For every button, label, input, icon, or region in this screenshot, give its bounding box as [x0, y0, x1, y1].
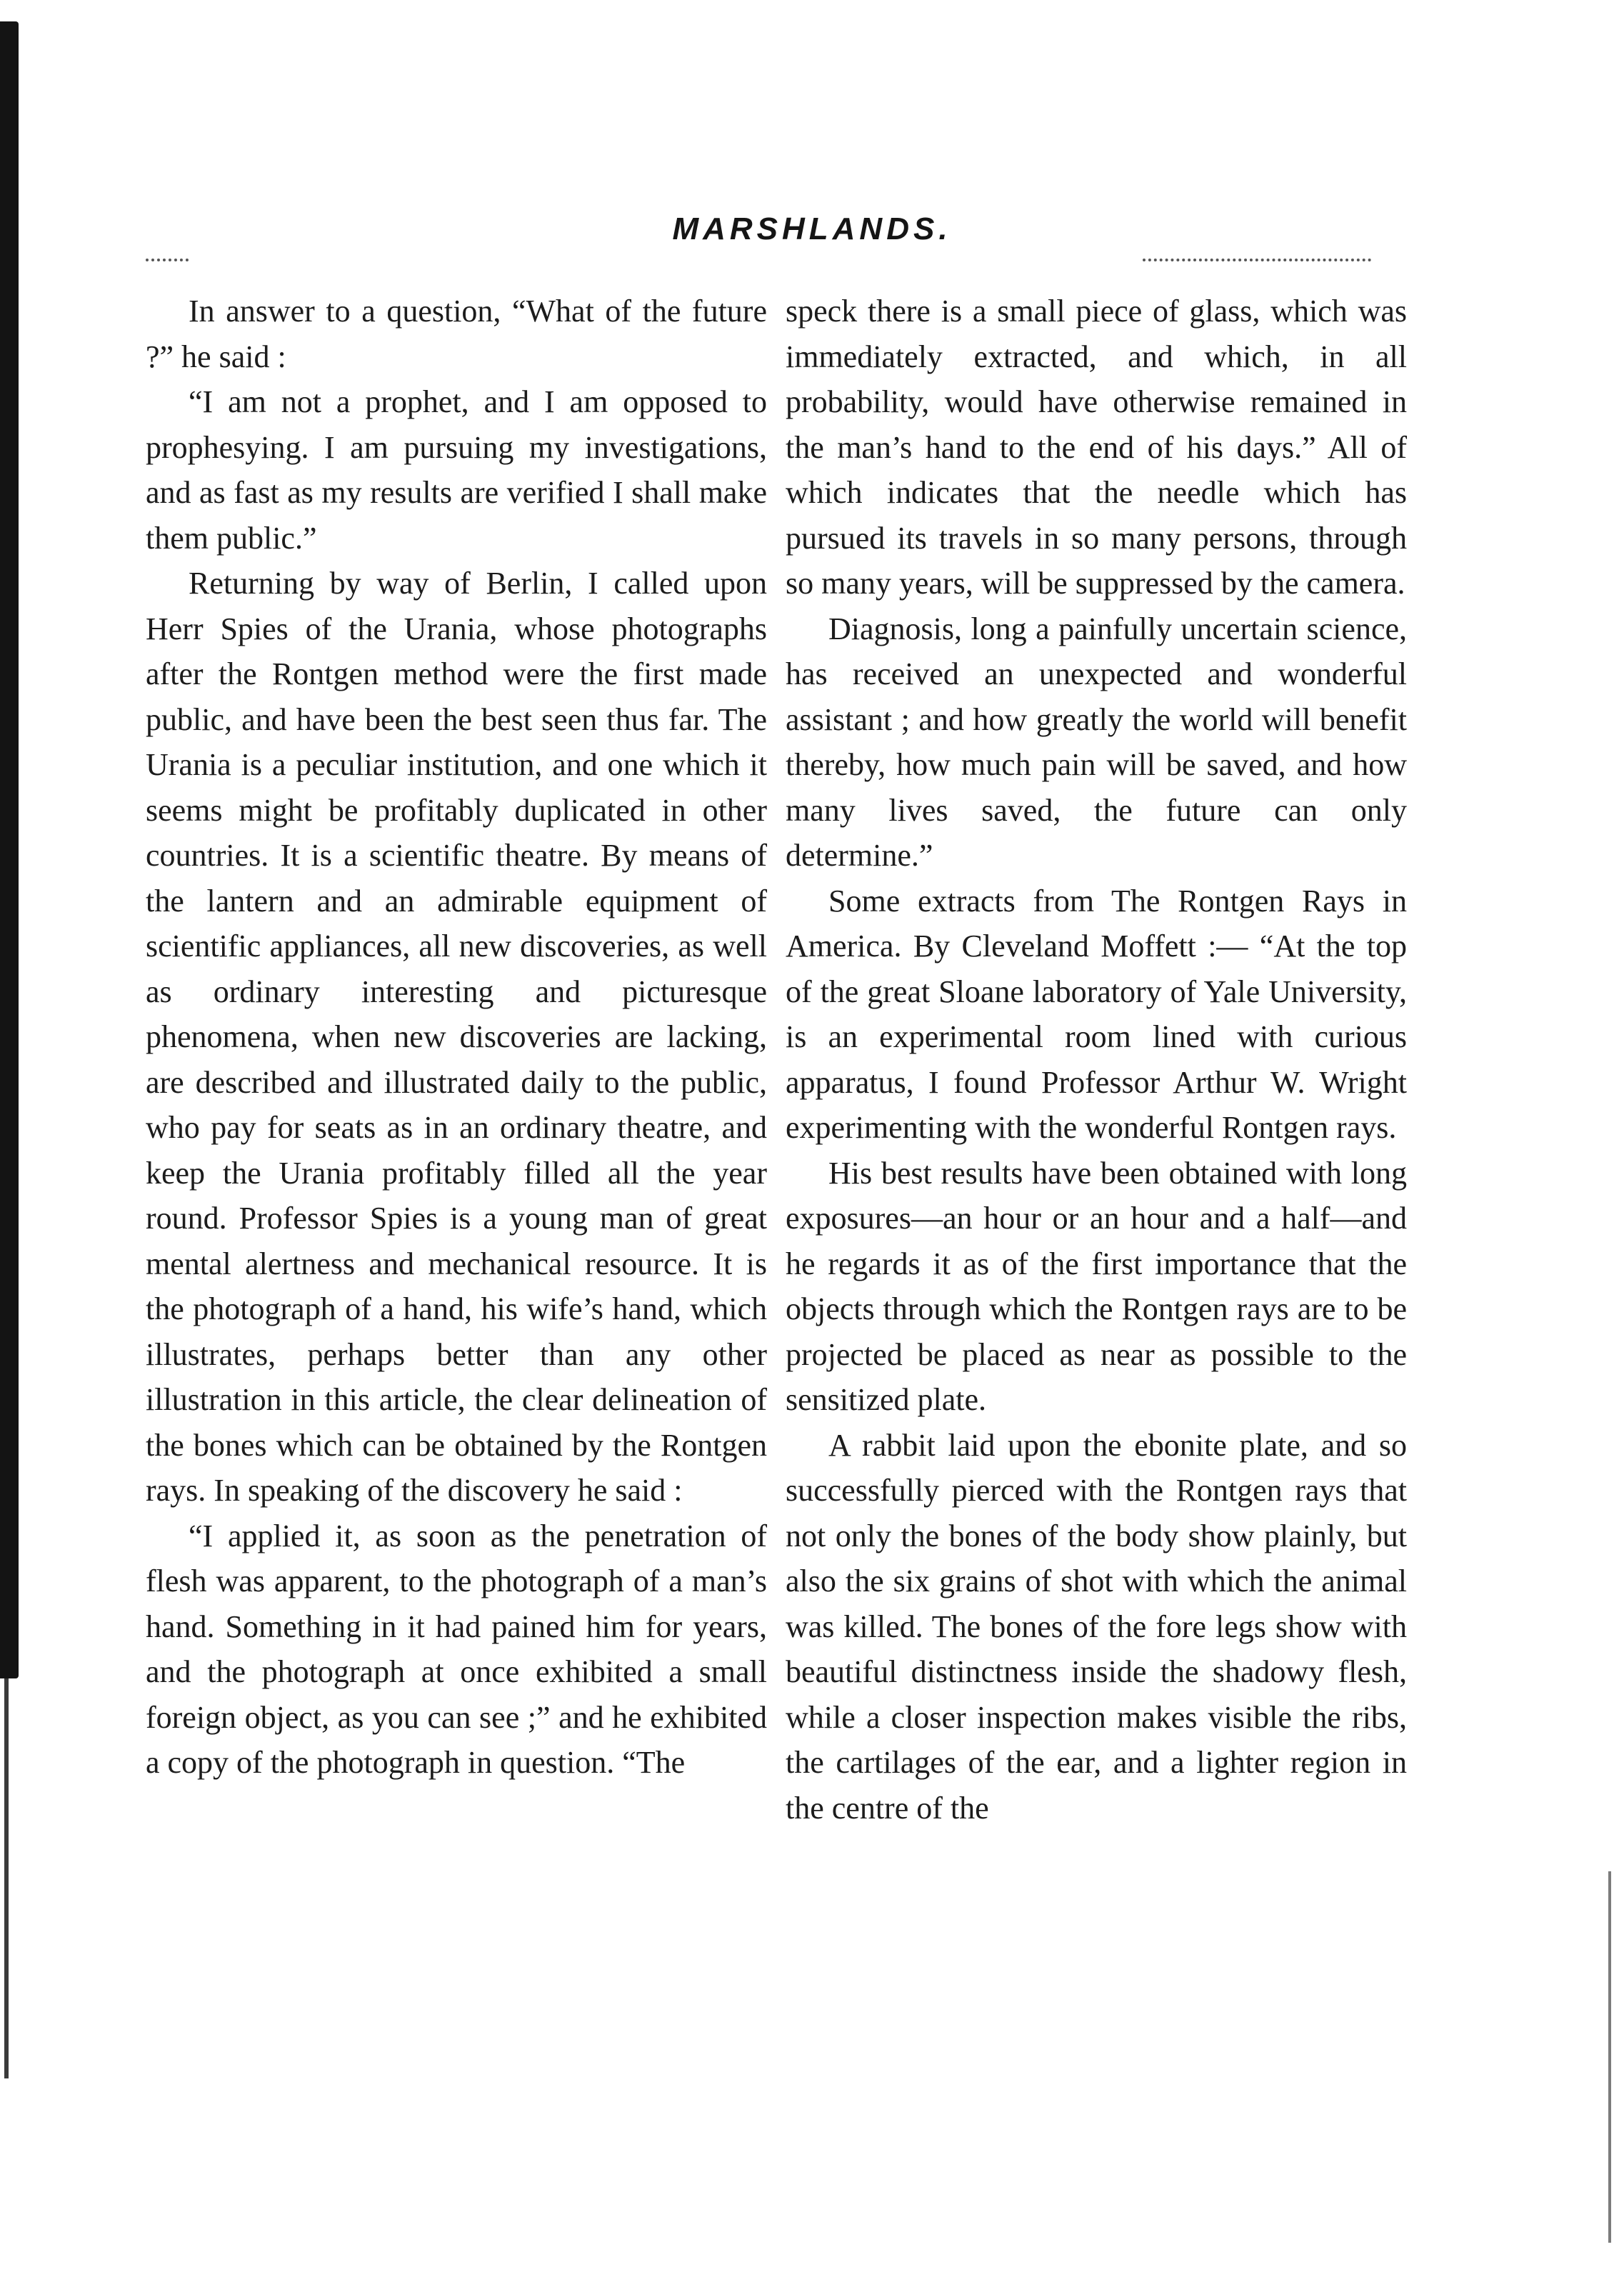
- left-column: [146, 289, 767, 1786]
- right-paragraph-2: Diagnosis, long a painfully uncertain science, has received an unexpected and wonderful assistant ; and how greatly the world will benefit thereby, how much pain will be saved, and how many lives saved, the future can only determine.”: [786, 611, 1407, 873]
- running-header: MARSHLANDS.: [672, 211, 952, 246]
- left-paragraph-3: Returning by way of Berlin, I called upon Herr Spies of the Urania, whose photographs after the Rontgen method were the first made public, and have been the best seen thus far. The Urania is a peculiar institution, and one which it seems might be profitably duplicated in other countries. It is a scientific theatre. By means of the lantern and an admirable equipment of scientific appliances, all new discoveries, as well as ordinary interesting and picturesque phenomena, when new discoveries are lacking, are described and illustrated daily to the public, who pay for seats as in an ordinary theatre, and keep the Urania profitably filled all the year round. Professor Spies is a young man of great mental alertness and mechanical resource. It is the photograph of a hand, his wife’s hand, which illustrates, perhaps better than any other illustration in this article, the clear delineation of the bones which can be obtained by the Rontgen rays. In speaking of the discovery he said :: [146, 566, 767, 1508]
- right-paragraph-3: Some extracts from The Rontgen Rays in America. By Cleveland Moffett :— “At the top of the great Sloane laboratory of Yale University, is an experimental room lined with curious apparatus, I found Professor Arthur W. Wright experimenting with the wonderful Rontgen rays.: [786, 883, 1407, 1145]
- page-binding-edge-lower: [4, 1678, 9, 2078]
- right-paragraph-1: speck there is a small piece of glass, which was immediately extracted, and which, in all probability, would have otherwise remained in the man’s hand to the end of his days.” All of which indicates that the needle which has pursued its travels in so many persons, through so many years, will be suppressed by the camera.: [786, 294, 1407, 601]
- page-edge-mark: [1608, 1871, 1611, 2243]
- header-rule-left: [146, 259, 189, 261]
- header-rule-right: [1143, 259, 1371, 261]
- page-binding-edge: [0, 21, 19, 1678]
- left-paragraph-1: In answer to a question, “What of the future ?” he said :: [146, 294, 767, 374]
- right-paragraph-5: A rabbit laid upon the ebonite plate, and so successfully pierced with the Rontgen rays that not only the bones of the body show plainly, but also the six grains of shot with which the animal was killed. The bones of the fore legs show with beautiful distinctness inside the shadowy flesh, while a closer inspection makes visible the ribs, the cartilages of the ear, and a lighter region in the centre of the: [786, 1427, 1407, 1826]
- left-paragraph-4: “I applied it, as soon as the penetration of flesh was apparent, to the photograph of a man’s hand. Something in it had pained him for years, and the photograph at once exhibited a small foreign object, as you can see ;” and he exhibited a copy of the photograph in question. “The: [146, 1518, 767, 1780]
- right-paragraph-4: His best results have been obtained with long exposures—an hour or an hour and a half—and he regards it as of the first importance that the objects through which the Rontgen rays are to be projected be placed as near as possible to the sensitized plate.: [786, 1155, 1407, 1417]
- left-paragraph-2: “I am not a prophet, and I am opposed to prophesying. I am pursuing my investigations, and as fast as my results are verified I shall make them public.”: [146, 384, 767, 556]
- right-column: [786, 289, 1407, 1831]
